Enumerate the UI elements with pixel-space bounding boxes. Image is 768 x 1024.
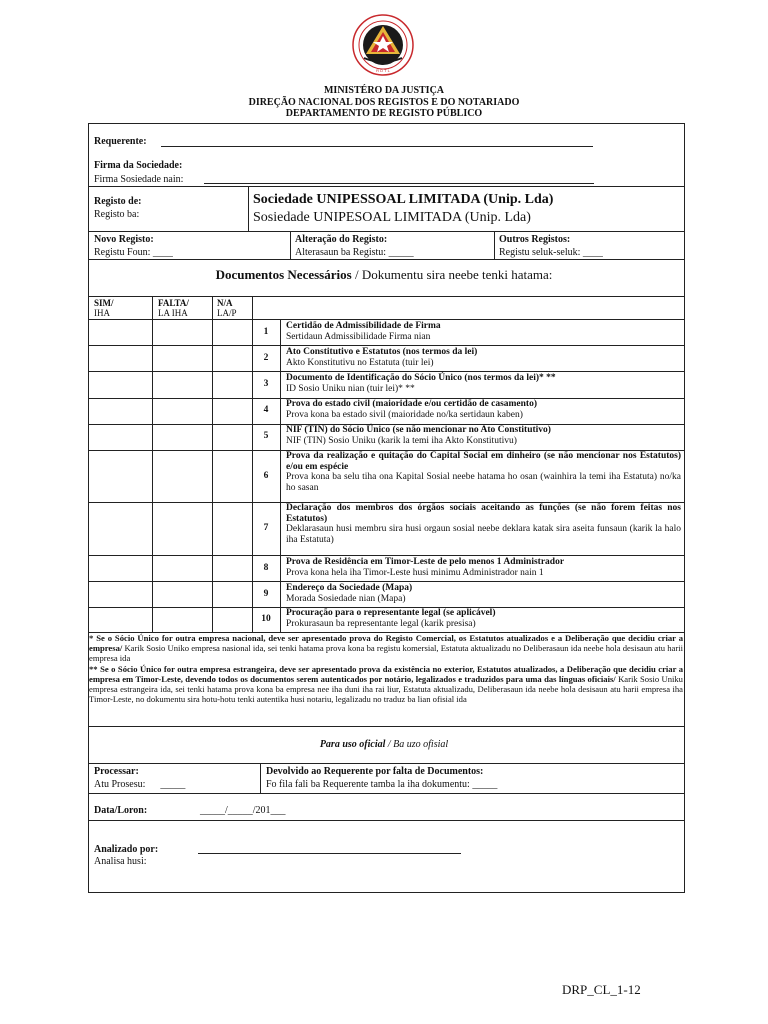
- doc-number: 10: [261, 614, 271, 624]
- falta-column-cells[interactable]: [153, 320, 211, 632]
- col-falta-tl: LA IHA: [158, 308, 188, 318]
- novo-registo-label-pt: Novo Registo:: [94, 234, 154, 245]
- col-na-tl: LA/P: [217, 308, 237, 318]
- outros-registos-label-pt: Outros Registos:: [499, 234, 571, 245]
- requerente-field[interactable]: [161, 138, 593, 147]
- doc-number: 8: [263, 563, 269, 573]
- na-column-cells[interactable]: [213, 320, 251, 632]
- firma-label-pt: Firma da Sociedade:: [94, 160, 183, 171]
- doc-number: 3: [263, 379, 269, 389]
- document-item: NIF (TIN) do Sócio Único (se não mencionar no Ato Constitutivo) NIF (TIN) Sosio Uniku (karik la temi iha Akto Konstitutivu): [286, 425, 551, 446]
- alteracao-registo-label-pt: Alteração do Registo:: [295, 234, 388, 245]
- analizado-label-tl: Analisa husi:: [94, 856, 147, 867]
- processar-label-pt: Processar:: [94, 766, 139, 777]
- processar-field[interactable]: Atu Prosesu: _____: [94, 779, 186, 790]
- documents-title: Documentos Necessários / Dokumentu sira neebe tenki hatama:: [215, 267, 553, 282]
- registo-label-tl: Registo ba:: [94, 209, 140, 220]
- national-seal-logo: [352, 14, 414, 76]
- document-item: Certidão de Admissibilidade de Firma Sertidaun Admissibilidade Firma nian: [286, 321, 441, 342]
- analizado-label-pt: Analizado por:: [94, 844, 159, 855]
- document-item: Prova de Residência em Timor-Leste de pelo menos 1 Administrador Prova kona hela iha Timor-Leste husi minimu Administrador nain 1: [286, 557, 565, 578]
- firma-field[interactable]: [204, 175, 594, 184]
- svg-text:R D T L: R D T L: [376, 68, 390, 73]
- document-item: Procuração para o representante legal (se aplicável) Prokurasaun ba representante legal (karik presisa): [286, 608, 496, 629]
- registo-label-pt: Registo de:: [94, 196, 142, 207]
- ministry-title: MINISTÉRO DA JUSTIÇA: [323, 85, 445, 96]
- doc-number: 2: [263, 353, 269, 363]
- date-field[interactable]: _____/_____/201___: [200, 805, 286, 816]
- document-item: Endereço da Sociedade (Mapa) Morada Sosiedade nian (Mapa): [286, 583, 413, 604]
- document-item: Declaração dos membros dos órgãos sociais aceitando as funções (se não forem feitas nos Estatutos) Deklarasaun husi membru sira husi orgaun sosial neebe deklara katak sira aseita funsaun (karik la halo iha Estatuta): [286, 503, 681, 545]
- alteracao-registo-label-tl[interactable]: Alterasaun ba Registu: _____: [295, 247, 414, 258]
- col-na-pt: N/A: [217, 298, 233, 308]
- form-code: DRP_CL_1-12: [562, 982, 641, 997]
- doc-number: 6: [263, 471, 269, 481]
- doc-number: 9: [263, 589, 269, 599]
- col-sim-pt: SIM/: [94, 298, 114, 308]
- firma-label-tl: Firma Sosiedade nain:: [94, 174, 184, 185]
- document-item: Prova da realização e quitação do Capital Social em dinheiro (se não mencionar nos Estatutos) e/ou em espécie Prova kona ba selu tiha ona Kapital Sosial neebe hatama ho osan (wainhira la temi iha Estatuta) no/ka ho sasan: [286, 451, 681, 493]
- devolvido-field[interactable]: Fo fila fali ba Requerente tamba la iha dokumentu: _____: [266, 779, 498, 790]
- official-use-label: Para uso oficial / Ba uzo ofisial: [319, 739, 449, 750]
- doc-number: 1: [263, 327, 269, 337]
- requerente-label: Requerente:: [94, 136, 147, 147]
- col-falta-pt: FALTA/: [158, 298, 189, 308]
- doc-number: 5: [263, 431, 269, 441]
- devolvido-label-pt: Devolvido ao Requerente por falta de Documentos:: [266, 766, 484, 777]
- data-label: Data/Loron:: [94, 805, 148, 816]
- col-sim-tl: IHA: [94, 308, 110, 318]
- novo-registo-label-tl[interactable]: Registu Foun: ____: [94, 247, 173, 258]
- doc-number: 7: [263, 523, 269, 533]
- document-item: Documento de Identificação do Sócio Único (nos termos da lei)* ** ID Sosio Uniku nian (tuir lei)* **: [286, 373, 556, 394]
- registo-value-tl: Sosiedade UNIPESOAL LIMITADA (Unip. Lda): [253, 210, 531, 225]
- document-item: Ato Constitutivo e Estatutos (nos termos da lei) Akto Konstitutivu no Estatuta (tuir lei): [286, 347, 478, 368]
- directorate-title: DIREÇÃO NACIONAL DOS REGISTOS E DO NOTARIADO: [248, 96, 520, 108]
- sim-column-cells[interactable]: [89, 320, 151, 632]
- analyst-signature-field[interactable]: [198, 845, 461, 854]
- doc-number: 4: [263, 405, 269, 415]
- document-item: Prova do estado civil (maioridade e/ou certidão de casamento) Prova kona ba estado sivil (maioridade no/ka sertidaun kaben): [286, 399, 538, 420]
- outros-registos-label-tl[interactable]: Registu seluk-seluk: ____: [499, 247, 603, 258]
- department-title: DEPARTAMENTO DE REGISTO PÚBLICO: [285, 108, 483, 119]
- registo-value-pt: Sociedade UNIPESSOAL LIMITADA (Unip. Lda): [253, 192, 554, 207]
- page-header: [0, 85, 768, 120]
- footnotes: * Se o Sócio Único for outra empresa nacional, deve ser apresentado prova do Registo Comercial, os Estatutos atualizados e a Deliberação que decidiu criar a empresa/ Karik Sosio Uniko empresa nasional ida, sei tenki hatama prova kona ba registu komersial, Estatuta aktualizadu no Deliberasaun ida neebe hola desisaun atu harii empresa ida ** Se o Sócio Único for outra empresa estrangeira, deve ser apresentado prova da existência no exterior, Estatutos atualizados, a Deliberação que decidiu criar a empresa em Timor-Leste, devendo todos os documentos serem autenticados por notário, legalizados e traduzidos para uma das línguas oficiais/ Karik Sosio Uniku empresa estrangeira ida, sei tenki hatama prova kona ba empresa nee iha duni iha rai liur, Estatuta aktualizadu, Deliberasaun ida neebe hola desisaun atu harii empresa iha Timor-Leste, no dokumentu sira hotu-hotu tenki autentika husi notariu, legalizadu no traduz ba lian ofisial ida: [89, 633, 683, 705]
